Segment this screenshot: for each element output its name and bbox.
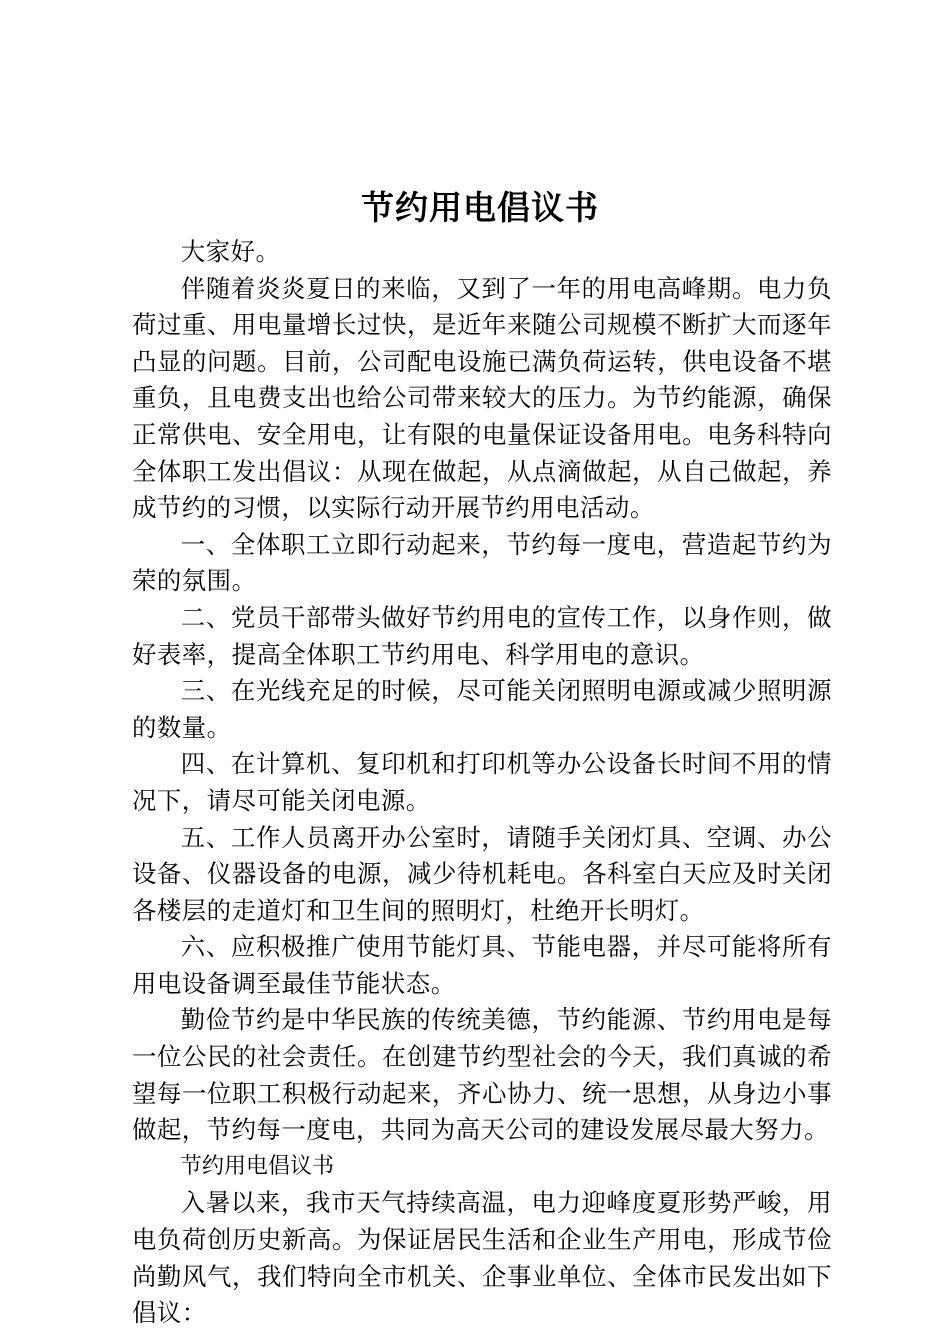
document-title: 节约用电倡议书 xyxy=(361,188,599,227)
proposal-item-5: 五、工作人员离开办公室时，请随手关闭灯具、空调、办公设备、仪器设备的电源，减少待机耗电。各科室白天应及时关闭各楼层的走道灯和卫生间的照明灯，杜绝开长明灯。 xyxy=(132,822,832,925)
second-title: 节约用电倡议书 xyxy=(180,1153,335,1179)
proposal-item-1: 一、全体职工立即行动起来，节约每一度电，营造起节约为荣的氛围。 xyxy=(132,529,832,596)
greeting-paragraph: 大家好。 xyxy=(180,237,281,266)
second-intro-paragraph: 入暑以来，我市天气持续高温，电力迎峰度夏形势严峻，用电负荷创历史新高。为保证居民生活和企业生产用电，形成节俭尚勤风气，我们特向全市机关、企事业单位、全体市民发出如下倡议： xyxy=(132,1188,832,1328)
proposal-item-3: 三、在光线充足的时候，尽可能关闭照明电源或减少照明源的数量。 xyxy=(132,676,832,742)
intro-paragraph: 伴随着炎炎夏日的来临，又到了一年的用电高峰期。电力负荷过重、用电量增长过快，是近年来随公司规模不断扩大而逐年凸显的问题。目前，公司配电设施已满负荷运转，供电设备不堪重负，且电费支出也给公司带来较大的压力。为节约能源，确保正常供电、安全用电，让有限的电量保证设备用电。电务科特向全体职工发出倡议：从现在做起，从点滴做起，从自己做起，养成节约的习惯，以实际行动开展节约用电活动。 xyxy=(132,273,832,523)
proposal-item-4: 四、在计算机、复印机和打印机等办公设备长时间不用的情况下，请尽可能关闭电源。 xyxy=(132,749,832,815)
closing-paragraph: 勤俭节约是中华民族的传统美德，节约能源、节约用电是每一位公民的社会责任。在创建节约型社会的今天，我们真诚的希望每一位职工积极行动起来，齐心协力、统一思想，从身边小事做起，节约每一度电，共同为高天公司的建设发展尽最大努力。 xyxy=(132,1005,832,1145)
document-body xyxy=(132,234,832,1332)
proposal-item-2: 二、党员干部带头做好节约用电的宣传工作，以身作则，做好表率，提高全体职工节约用电、科学用电的意识。 xyxy=(132,602,832,669)
proposal-item-6: 六、应积极推广使用节能灯具、节能电器，并尽可能将所有用电设备调至最佳节能状态。 xyxy=(132,932,832,998)
